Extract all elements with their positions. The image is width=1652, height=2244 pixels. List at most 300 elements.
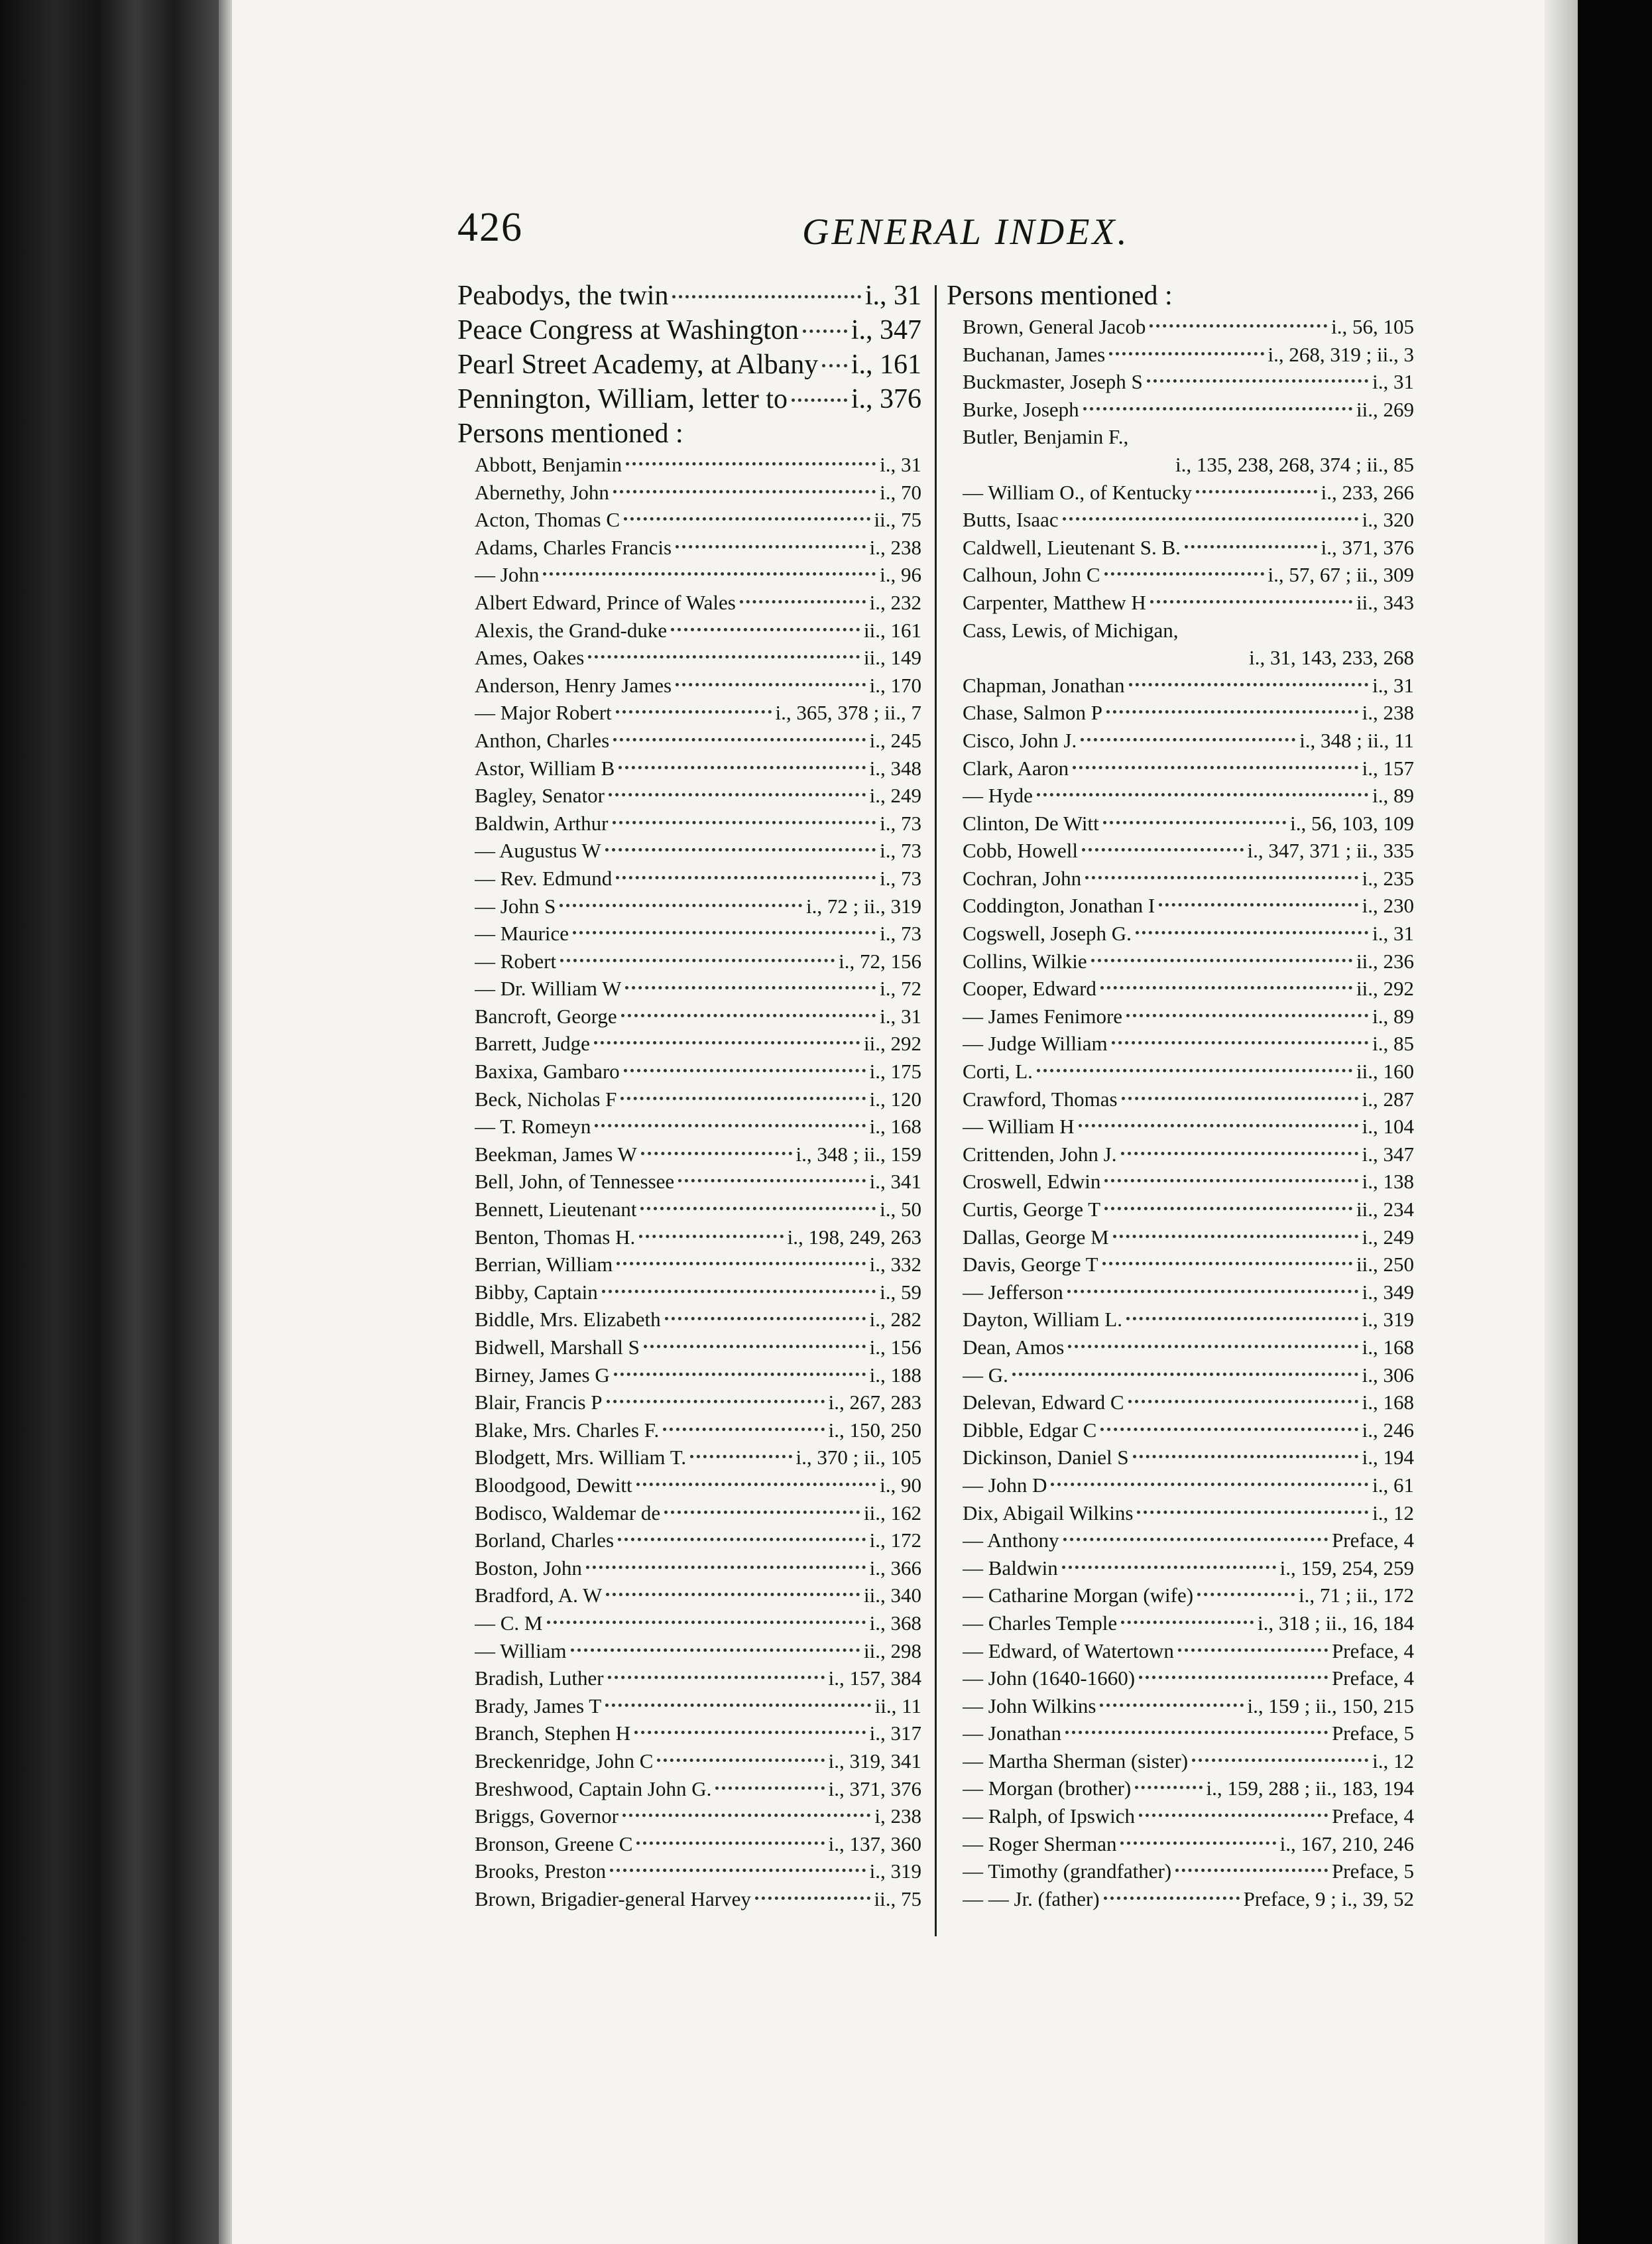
entry-name: Dean, Amos — [963, 1335, 1065, 1359]
leader-dots — [664, 1511, 860, 1514]
entry-name: — William O., of Kentucky — [963, 480, 1193, 504]
index-entry — [963, 892, 1414, 920]
entry-ref: ii., 162 — [864, 1501, 921, 1525]
index-entry — [963, 727, 1414, 755]
index-entry — [963, 1361, 1414, 1389]
index-entry — [963, 1334, 1414, 1361]
entry-name: Brown, General Jacob — [963, 315, 1146, 338]
leader-dots — [1037, 1069, 1352, 1072]
entry-ref: i., 61 — [1372, 1473, 1414, 1497]
index-entry — [475, 1278, 921, 1306]
entry-name: — Jonathan — [963, 1721, 1061, 1745]
leader-dots — [1037, 793, 1368, 796]
index-entry — [963, 975, 1414, 1003]
entry-ref: ii., 292 — [864, 1032, 921, 1056]
leader-dots — [672, 295, 860, 298]
leader-dots — [1192, 1759, 1368, 1762]
entry-ref: i., 90 — [880, 1473, 921, 1497]
index-entry — [963, 1389, 1414, 1416]
entry-name: — John — [475, 563, 540, 587]
entry-name: — John D — [963, 1473, 1047, 1497]
entry-ref: i., 135, 238, 268, 374 ; ii., 85 — [1175, 452, 1414, 476]
leader-dots — [1133, 1455, 1358, 1458]
entry-name: Crawford, Thomas — [963, 1087, 1118, 1111]
index-entry — [475, 1775, 921, 1803]
entry-name: — William H — [963, 1115, 1075, 1139]
index-entry — [963, 920, 1414, 948]
entry-ref: i., 245 — [869, 728, 921, 752]
entry-name: Bancroft, George — [475, 1004, 617, 1028]
leader-dots — [1120, 1841, 1275, 1845]
entry-name: Baxixa, Gambaro — [475, 1060, 620, 1084]
leader-dots — [1139, 1676, 1328, 1679]
entry-ref: Preface, 9 ; i., 39, 52 — [1243, 1887, 1414, 1910]
entry-name: Chapman, Jonathan — [963, 673, 1125, 697]
entry-name: Astor, William B — [475, 756, 615, 780]
index-entry — [963, 1003, 1414, 1030]
index-entry — [963, 479, 1414, 507]
index-entry — [963, 1086, 1414, 1113]
index-entry — [475, 1719, 921, 1747]
index-entry — [475, 644, 921, 672]
entry-name: Dibble, Edgar C — [963, 1418, 1097, 1442]
leader-dots — [1113, 1235, 1358, 1238]
entry-name: Abernethy, John — [475, 480, 609, 504]
entry-ref: i., 73 — [880, 839, 921, 863]
leader-dots — [617, 1262, 865, 1265]
index-entry — [475, 479, 921, 507]
leader-dots — [1063, 1538, 1328, 1541]
leader-dots — [740, 600, 866, 603]
leader-dots — [641, 1152, 792, 1155]
leader-dots — [690, 1455, 792, 1458]
entry-ref: i., 341 — [869, 1170, 921, 1194]
entry-ref: i., 188 — [869, 1363, 921, 1387]
index-entry — [475, 1361, 921, 1389]
index-entry — [475, 1030, 921, 1058]
entry-ref: i., 96 — [880, 563, 921, 587]
entry-ref: ii., 250 — [1356, 1253, 1414, 1277]
leader-dots — [610, 1869, 866, 1872]
entry-name: — James Fenimore — [963, 1004, 1123, 1028]
index-entry — [475, 1223, 921, 1251]
entry-name: Crittenden, John J. — [963, 1142, 1117, 1166]
index-entry — [963, 1251, 1414, 1278]
index-entry — [475, 893, 921, 920]
entry-ref: i., 233, 266 — [1321, 480, 1414, 504]
entry-name: Albert Edward, Prince of Wales — [475, 590, 736, 614]
entry-ref: i., 194 — [1362, 1446, 1414, 1469]
leader-dots — [1068, 1345, 1358, 1348]
entry-ref: i., 70 — [880, 480, 921, 504]
leader-dots — [1178, 1649, 1328, 1652]
entry-ref: i., 170 — [869, 673, 921, 697]
leader-dots — [663, 1428, 824, 1431]
entry-ref: i., 157 — [1362, 756, 1414, 780]
entry-name: — Judge William — [963, 1032, 1108, 1056]
entry-name: — T. Romeyn — [475, 1115, 591, 1139]
leader-dots — [543, 572, 876, 576]
entry-name: — Major Robert — [475, 701, 612, 725]
entry-name: Peace Congress at Washington — [457, 315, 799, 345]
entry-name: Anthon, Charles — [475, 728, 610, 752]
entry-name: Pearl Street Academy, at Albany — [457, 349, 819, 380]
entry-name: Bradish, Luther — [475, 1666, 604, 1690]
entry-name: Clinton, De Witt — [963, 811, 1099, 835]
leader-dots — [621, 1014, 876, 1017]
entry-ref: i., 349 — [1362, 1280, 1414, 1304]
entry-name: — Anthony — [963, 1528, 1059, 1552]
entry-ref: i., 320 — [1362, 508, 1414, 532]
leader-dots — [715, 1786, 824, 1790]
index-entry — [963, 1582, 1414, 1609]
index-entry — [963, 1306, 1414, 1334]
entry-name: Bradford, A. W — [475, 1584, 603, 1607]
entry-ref: i., 319, 341 — [828, 1749, 921, 1773]
leader-dots — [614, 1373, 866, 1376]
index-entry — [475, 1058, 921, 1086]
entry-name: Clark, Aaron — [963, 756, 1069, 780]
entry-name: — Jefferson — [963, 1280, 1063, 1304]
index-entry — [963, 1444, 1414, 1471]
entry-name: Bennett, Lieutenant — [475, 1198, 637, 1221]
leader-dots — [640, 1207, 876, 1210]
index-entry — [963, 1664, 1414, 1692]
entry-ref: i., 347, 371 ; ii., 335 — [1247, 839, 1414, 863]
leader-dots — [1136, 931, 1368, 934]
leader-dots — [676, 683, 866, 686]
entry-name: Dickinson, Daniel S — [963, 1446, 1129, 1469]
entry-ref: i., 138 — [1362, 1170, 1414, 1194]
entry-ref: i., 235 — [1362, 866, 1414, 890]
index-entry — [963, 672, 1414, 700]
entry-name: Davis, George T — [963, 1253, 1098, 1277]
entry-ref: i., 268, 319 ; ii., 3 — [1268, 342, 1414, 366]
entry-ref: i., 50 — [880, 1198, 921, 1221]
index-entry — [475, 1857, 921, 1885]
entry-ref: i., 366 — [869, 1556, 921, 1580]
index-entry — [475, 1086, 921, 1113]
entry-ref: i., 57, 67 ; ii., 309 — [1268, 563, 1414, 587]
index-entry — [963, 1747, 1414, 1775]
index-entry — [475, 1582, 921, 1609]
leader-dots — [657, 1759, 824, 1762]
index-entry — [963, 699, 1414, 727]
index-entry — [475, 1416, 921, 1444]
entry-ref: i., 370 ; ii., 105 — [796, 1446, 921, 1469]
index-entry — [963, 1637, 1414, 1665]
entry-ref: i., 172 — [869, 1528, 921, 1552]
entry-ref: i., 31 — [880, 453, 921, 476]
entry-ref: i., 73 — [880, 922, 921, 946]
index-entry — [963, 1554, 1414, 1582]
entry-ref: i., 282 — [869, 1308, 921, 1332]
index-entry — [963, 1885, 1414, 1913]
leader-dots — [616, 710, 772, 714]
entry-name: Bagley, Senator — [475, 784, 605, 808]
leader-dots — [636, 1841, 824, 1845]
index-entry — [475, 782, 921, 810]
leader-dots — [676, 545, 866, 548]
entry-ref: i., 73 — [880, 866, 921, 890]
index-entry — [475, 837, 921, 865]
index-entry — [963, 341, 1414, 369]
entry-name: Blake, Mrs. Charles F. — [475, 1418, 660, 1442]
leader-dots — [1051, 1483, 1368, 1486]
entry-ref: i., 56, 103, 109 — [1290, 811, 1414, 835]
leader-dots — [1147, 379, 1368, 383]
top-entries — [457, 279, 921, 416]
entry-ref: i., 168 — [1362, 1391, 1414, 1414]
entry-ref: i., 59 — [880, 1280, 921, 1304]
leader-dots — [622, 1814, 870, 1817]
entry-name: Barrett, Judge — [475, 1032, 590, 1056]
entry-name: — Martha Sherman (sister) — [963, 1749, 1189, 1773]
leader-dots — [1112, 1041, 1369, 1044]
entry-ref: Preface, 5 — [1332, 1859, 1414, 1883]
index-entry — [475, 975, 921, 1003]
index-entry — [475, 727, 921, 755]
entry-name: — Roger Sherman — [963, 1832, 1117, 1855]
index-column-right — [947, 279, 1414, 1912]
entry-name: — Baldwin — [963, 1556, 1058, 1580]
index-entry — [963, 782, 1414, 810]
leader-dots — [595, 1124, 865, 1127]
leader-dots — [1159, 903, 1358, 906]
leader-dots — [605, 848, 876, 851]
index-entry — [963, 1168, 1414, 1196]
index-entry — [963, 368, 1414, 396]
index-entry — [475, 948, 921, 975]
entry-name: Alexis, the Grand-duke — [475, 618, 668, 642]
index-entry — [475, 1554, 921, 1582]
leader-dots — [1102, 1262, 1352, 1265]
index-column-left — [457, 279, 921, 1912]
entry-ref: i., 249 — [1362, 1225, 1414, 1249]
leader-dots — [1175, 1869, 1328, 1872]
entry-name: Caldwell, Lieutenant S. B. — [963, 535, 1181, 559]
index-entry — [457, 279, 921, 313]
leader-dots — [619, 766, 865, 769]
entry-name: Dallas, George M — [963, 1225, 1109, 1249]
entry-ref: i., 72 — [880, 977, 921, 1001]
index-entry — [475, 1196, 921, 1223]
entry-name: Ames, Oakes — [475, 646, 585, 670]
entry-butler — [947, 423, 1414, 478]
leader-dots — [1083, 407, 1352, 410]
index-entry — [475, 1664, 921, 1692]
entry-ref: ii., 269 — [1356, 397, 1414, 421]
entry-name: Cogswell, Joseph G. — [963, 922, 1132, 946]
leader-dots — [573, 931, 876, 934]
entry-ref: i., 157, 384 — [828, 1666, 921, 1690]
leader-dots — [1081, 738, 1295, 741]
entry-ref: i., 249 — [869, 784, 921, 808]
leader-dots — [1197, 1593, 1295, 1596]
entry-ref: i., 319 — [869, 1859, 921, 1883]
entry-ref: i., 347 — [851, 315, 921, 345]
index-entry — [963, 534, 1414, 562]
leader-dots — [1104, 1207, 1352, 1210]
entry-name: Blair, Francis P — [475, 1391, 603, 1414]
leader-dots — [588, 655, 860, 658]
leader-dots — [1196, 490, 1317, 493]
page-title: GENERAL INDEX. — [802, 212, 1130, 253]
leader-dots — [605, 1704, 871, 1707]
index-entry — [963, 1830, 1414, 1858]
index-entry — [963, 313, 1414, 341]
entry-ref: i., 332 — [869, 1253, 921, 1277]
entry-ref: i., 56, 105 — [1331, 315, 1414, 338]
index-entry — [475, 1306, 921, 1334]
index-entry — [963, 1527, 1414, 1554]
entry-name: Cass, Lewis, of Michigan, — [963, 618, 1179, 642]
entry-name: Bell, John, of Tennessee — [475, 1170, 675, 1194]
index-entry — [963, 1416, 1414, 1444]
entry-name: Dayton, William L. — [963, 1308, 1122, 1332]
index-entries-b — [947, 479, 1414, 617]
entry-ref: i., 137, 360 — [828, 1832, 921, 1855]
entry-name: Abbott, Benjamin — [475, 453, 622, 476]
index-entry — [963, 1692, 1414, 1720]
entry-name: Carpenter, Matthew H — [963, 590, 1146, 614]
leader-dots — [607, 1400, 825, 1403]
leader-dots — [1100, 1704, 1243, 1707]
entry-name: Curtis, George T — [963, 1198, 1101, 1221]
index-entry — [475, 1499, 921, 1527]
entry-name: — William — [475, 1639, 567, 1662]
entry-ref: i., 159, 288 ; ii., 183, 194 — [1206, 1776, 1414, 1800]
page-number: 426 — [457, 205, 523, 250]
index-entry — [475, 1444, 921, 1471]
entry-name: Brooks, Preston — [475, 1859, 607, 1883]
index-entry — [963, 1223, 1414, 1251]
index-entry — [963, 810, 1414, 838]
entry-name: Borland, Charles — [475, 1528, 615, 1552]
index-entry — [475, 1251, 921, 1278]
entry-ref: i., 85 — [1372, 1032, 1414, 1056]
entry-ref: i., 230 — [1362, 894, 1414, 918]
entry-name: Butts, Isaac — [963, 508, 1059, 532]
index-entry — [963, 506, 1414, 534]
entry-name: Croswell, Edwin — [963, 1170, 1101, 1194]
entry-name: Calhoun, John C — [963, 563, 1100, 587]
leader-dots — [1150, 600, 1352, 603]
leader-dots — [560, 959, 835, 962]
entry-ref: i., 12 — [1372, 1749, 1414, 1773]
index-entry — [475, 1802, 921, 1830]
entry-ref: i., 31 — [1372, 673, 1414, 697]
leader-dots — [1104, 572, 1264, 576]
entry-ref: i., 72, 156 — [839, 949, 921, 973]
entry-ref: i., 317 — [869, 1721, 921, 1745]
leader-dots — [792, 399, 847, 402]
entry-ref: i., 168 — [1362, 1335, 1414, 1359]
leader-dots — [1012, 1373, 1358, 1376]
index-entry — [475, 810, 921, 838]
entry-ref: ii., 149 — [864, 646, 921, 670]
leader-dots — [602, 1290, 876, 1293]
entry-ref: i., 150, 250 — [828, 1418, 921, 1442]
entry-ref: Preface, 4 — [1332, 1528, 1414, 1552]
entry-ref: i., 120 — [869, 1087, 921, 1111]
entry-name: Pennington, William, letter to — [457, 384, 788, 414]
entry-name: Beekman, James W — [475, 1142, 637, 1166]
index-entry — [475, 1389, 921, 1416]
entry-name: Adams, Charles Francis — [475, 535, 672, 559]
index-entry — [475, 506, 921, 534]
entry-name: — John (1640-1660) — [963, 1666, 1136, 1690]
leader-dots — [755, 1897, 870, 1900]
entry-name: Cochran, John — [963, 866, 1082, 890]
entry-ref: Preface, 4 — [1332, 1804, 1414, 1828]
index-entry — [475, 1471, 921, 1499]
leader-dots — [634, 1731, 866, 1734]
index-entry — [963, 589, 1414, 617]
index-entry — [475, 1830, 921, 1858]
entry-name: Delevan, Edward C — [963, 1391, 1124, 1414]
entry-ref: i., 159 ; ii., 150, 215 — [1247, 1694, 1414, 1717]
entry-ref: i., 159, 254, 259 — [1279, 1556, 1414, 1580]
entry-name: — G. — [963, 1363, 1008, 1387]
entry-name: — John S — [475, 894, 556, 918]
entry-ref: i., 371, 376 — [828, 1776, 921, 1800]
leader-dots — [1137, 1511, 1368, 1514]
index-entry — [963, 865, 1414, 893]
index-entry — [475, 699, 921, 727]
leader-dots — [1106, 710, 1358, 714]
entry-ref: i, 238 — [874, 1804, 921, 1828]
leader-dots — [1073, 766, 1358, 769]
leader-dots — [1067, 1290, 1358, 1293]
entry-name: — Timothy (grandfather) — [963, 1859, 1172, 1883]
entry-name: Buchanan, James — [963, 342, 1106, 366]
leader-dots — [1135, 1786, 1202, 1789]
index-entry — [475, 617, 921, 645]
leader-dots — [625, 986, 876, 989]
entry-ref: i., 71 ; ii., 172 — [1299, 1584, 1414, 1607]
section-heading: Persons mentioned : — [947, 280, 1173, 311]
entry-ref: i., 72 ; ii., 319 — [806, 894, 921, 918]
index-entry — [963, 1609, 1414, 1637]
index-entry — [963, 1058, 1414, 1086]
leader-dots — [1082, 848, 1244, 851]
leader-dots — [1185, 545, 1317, 548]
leader-dots — [1104, 1897, 1240, 1900]
entry-name: Bibby, Captain — [475, 1280, 598, 1304]
entry-name: Bidwell, Marshall S — [475, 1336, 640, 1359]
index-entry — [475, 534, 921, 562]
index-entry — [963, 1196, 1414, 1223]
entry-ref: ii., 234 — [1356, 1198, 1414, 1221]
entry-name: Corti, L. — [963, 1060, 1033, 1084]
leader-dots — [822, 364, 847, 367]
entry-ref: i., 365, 378 ; ii., 7 — [775, 701, 921, 725]
entry-ref: i., 89 — [1372, 784, 1414, 808]
entry-name: Cooper, Edward — [963, 977, 1096, 1001]
leader-dots — [626, 462, 876, 466]
entry-name: Benton, Thomas H. — [475, 1225, 636, 1249]
leader-dots — [609, 793, 866, 796]
dark-margin — [1578, 0, 1652, 2244]
entry-name: Dix, Abigail Wilkins — [963, 1501, 1134, 1525]
index-entry — [963, 1113, 1414, 1141]
entry-name: Cobb, Howell — [963, 839, 1078, 863]
index-entry — [963, 948, 1414, 975]
entry-name: — Hyde — [963, 784, 1033, 808]
entry-ref: i., 267, 283 — [828, 1391, 921, 1414]
entry-name: Buckmaster, Joseph S — [963, 370, 1143, 394]
